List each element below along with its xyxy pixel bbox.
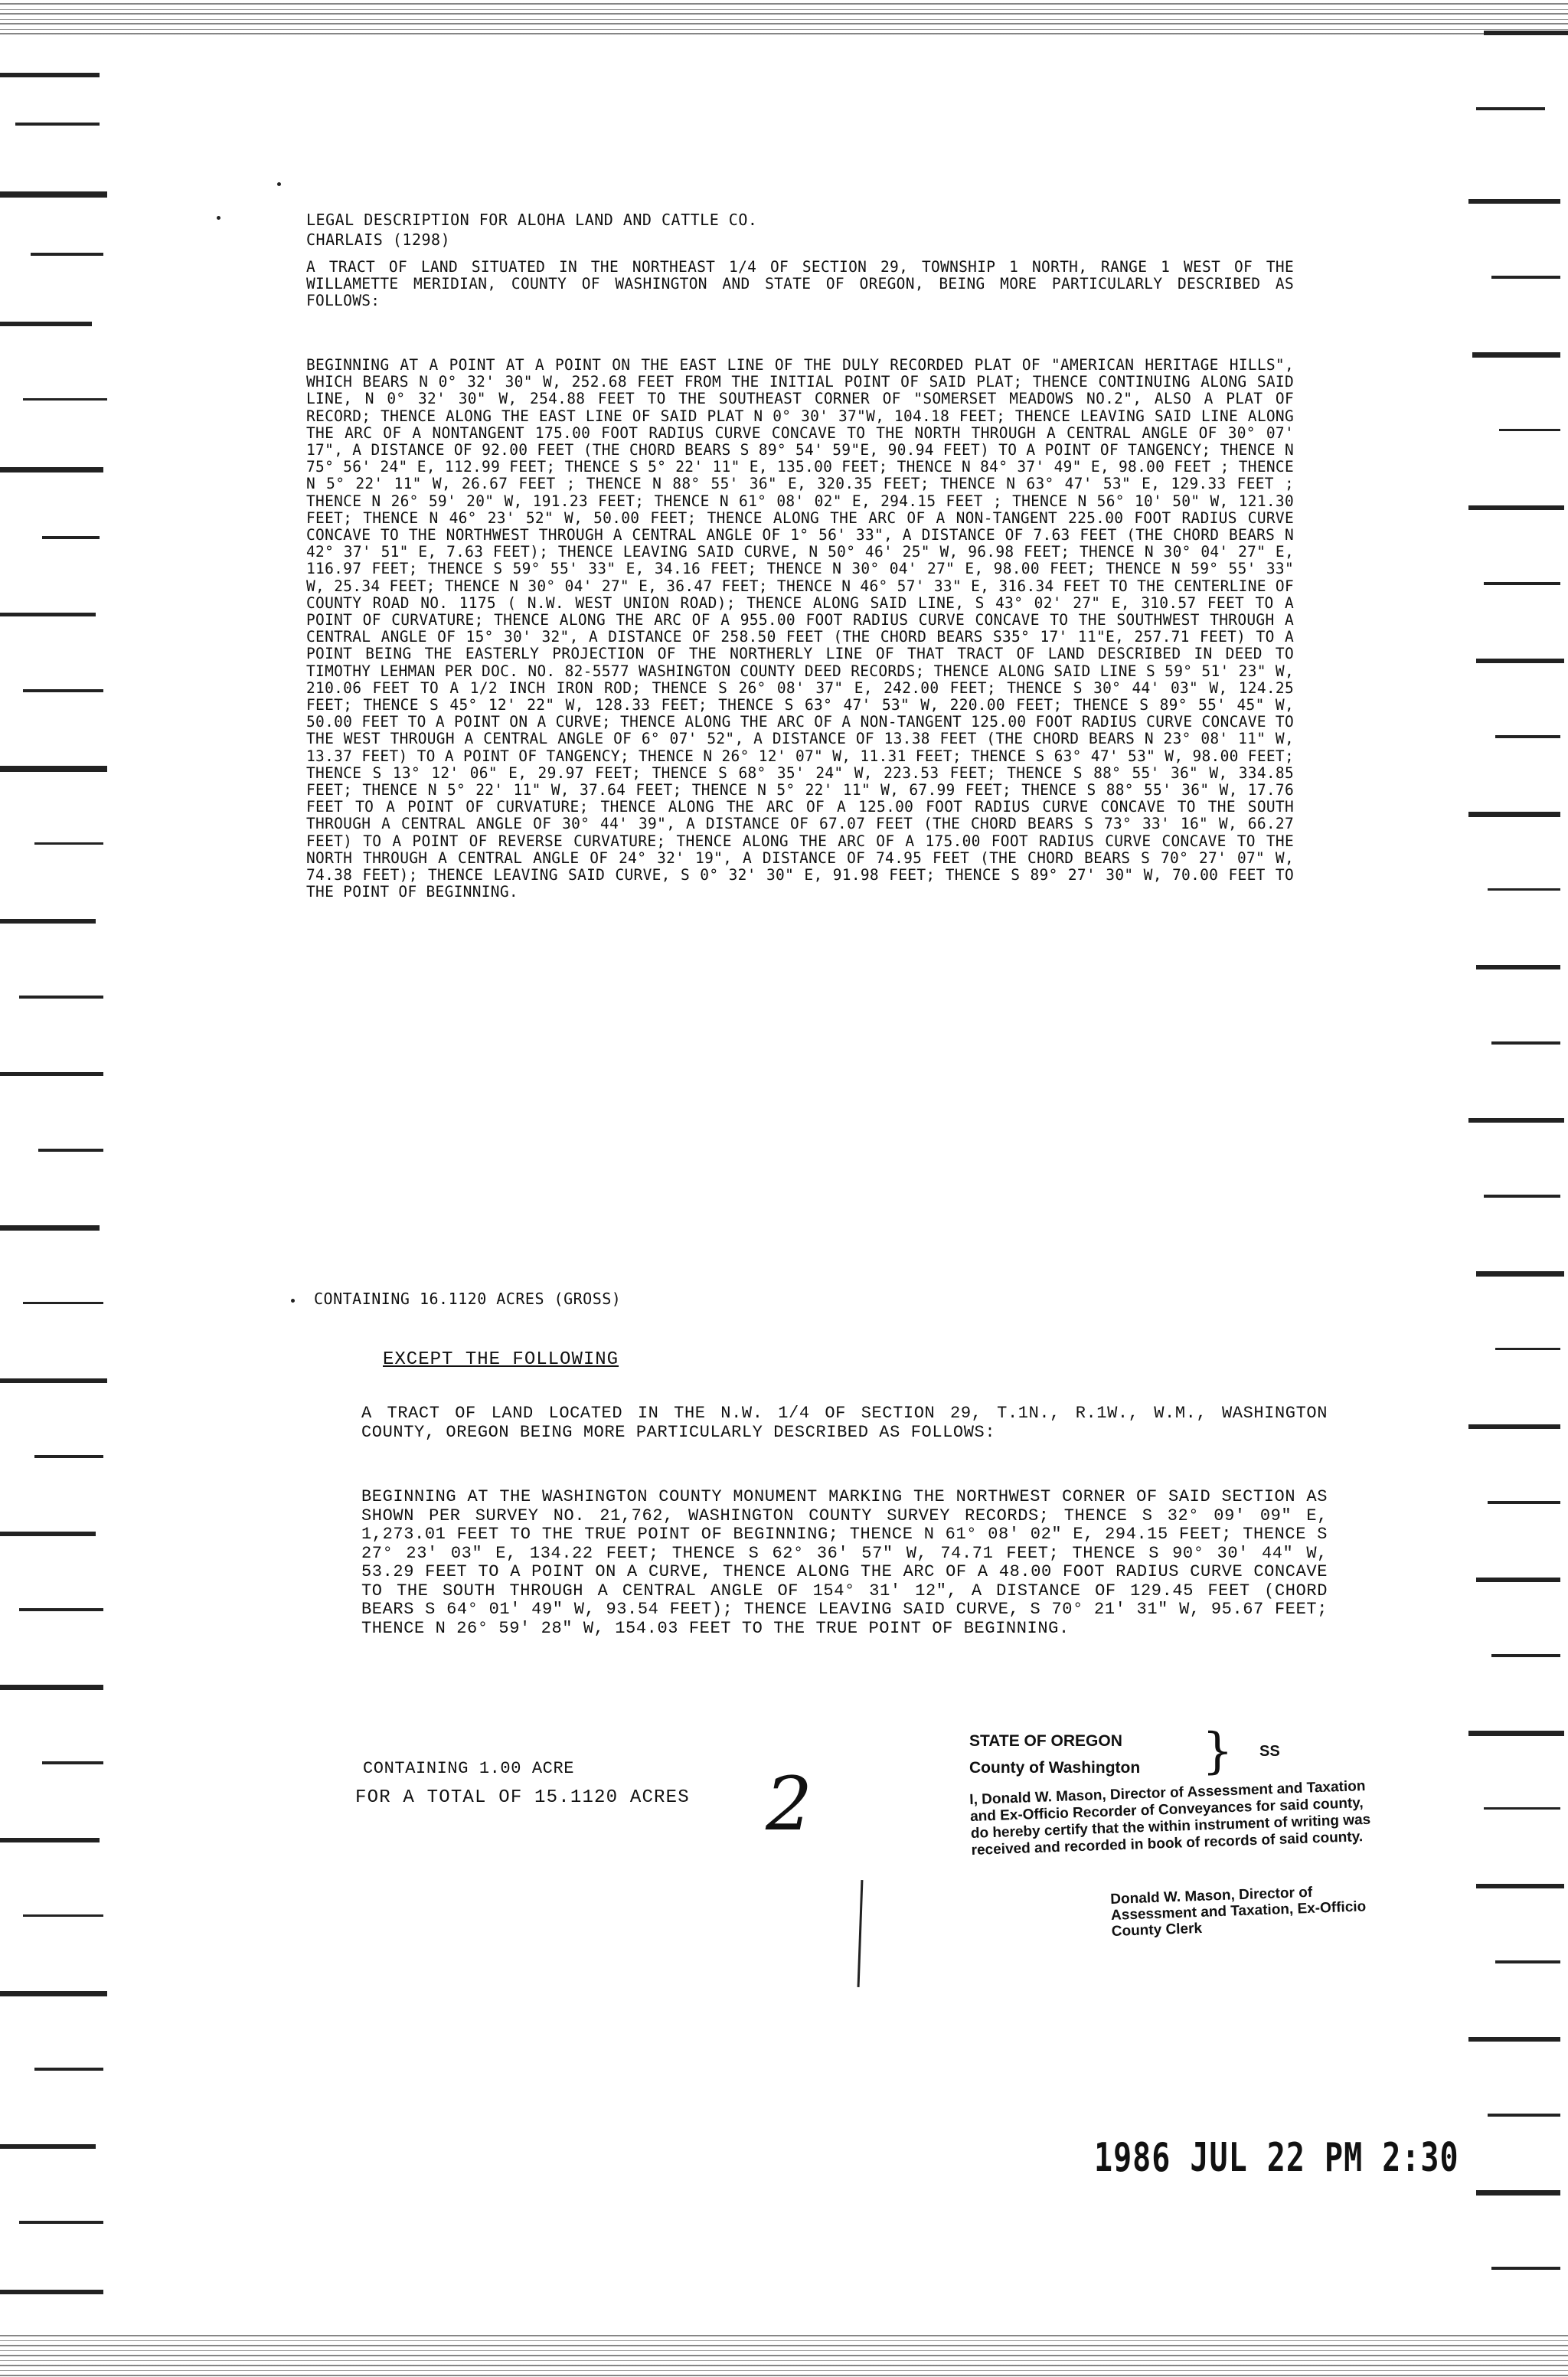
legal-description-paragraph: BEGINNING AT A POINT AT A POINT ON THE EAST LINE OF THE DULY RECORDED PLAT OF "AMERICAN HERITAGE HILLS", WHICH BEARS N 0° 32' 30" W, 252.68 FEET FROM THE INITIAL POINT OF SAID PLAT; THENCE CONTINUING ALONG SAID LINE, N 0° 32' 30" W, 254.88 FEET TO THE SOUTHEAST CORNER OF "SOMERSET MEADOWS NO.2", ALSO A PLAT OF RECORD; THENCE ALONG THE EAST LINE OF SAID PLAT N 0° 30' 37"W, 104.18 FEET; THENCE LEAVING SAID LINE ALONG THE ARC OF A NONTANGENT 175.00 FOOT RADIUS CURVE CONCAVE TO THE NORTH THROUGH A CENTRAL ANGLE OF 30° 07' 17", A DISTANCE OF 92.00 FEET (THE CHORD BEARS S 89° 54' 59"E, 90.94 FEET) TO A POINT OF TANGENCY; THENCE N 75° 56' 24" E, 112.99 FEET; THENCE S 5° 22' 11" E, 135.00 FEET; THENCE N 84° 37' 49" E, 98.00 FEET ; THENCE N 5° 22' 11" W, 26.67 FEET ; THENCE N 88° 55' 36" E, 320.35 FEET; THENCE N 63° 47' 53" E, 129.33 FEET ; THENCE N 26° 59' 20" W, 191.23 FEET; THENCE N 61° 08' 02" E, 294.15 FEET ; THENCE N 56° 10' 50" W, 121.30 FEET; THENCE N 46° 23' 52" W, 50.00 FEET; THENCE ALONG THE ARC OF A NON-TANGENT 225.00 FOOT RADIUS CURVE CONCAVE TO THE NORTHWEST THROUGH A CENTRAL ANGLE OF 1° 56' 33", A DISTANCE OF 7.63 FEET (THE CHORD BEARS N 42° 37' 51" E, 7.63 FEET); THENCE LEAVING SAID CURVE, N 50° 46' 25" W, 96.98 FEET; THENCE N 30° 04' 27" E, 116.97 FEET; THENCE S 59° 55' 33" E, 34.16 FEET; THENCE N 30° 04' 27" E, 98.00 FEET; THENCE N 59° 55' 33" W, 25.34 FEET; THENCE N 30° 04' 27" E, 36.47 FEET; THENCE N 46° 57' 33" E, 316.34 FEET TO THE CENTERLINE OF COUNTY ROAD NO. 1175 ( N.W. WEST UNION ROAD); THENCE ALONG SAID LINE, S 43° 02' 27" E, 310.57 FEET TO A POINT OF CURVATURE; THENCE ALONG THE ARC OF A 955.00 FOOT RADIUS CURVE CONCAVE TO THE SOUTHWEST THROUGH A CENTRAL ANGLE OF 15° 30' 32", A DISTANCE OF 258.50 FEET (THE CHORD BEARS S35° 17' 11"E, 257.71 FEET) TO A POINT BEING THE EASTERLY PROJECTION OF THE NORTHERLY LINE OF THAT TRACT OF LAND DESCRIBED IN DEED TO TIMOTHY LEHMAN PER DOC. NO. 82-5577 WASHINGTON COUNTY DEED RECORDS; THENCE ALONG SAID LINE S 59° 51' 23" W, 210.06 FEET TO A 1/2 INCH IRON ROD; THENCE S 26° 08' 37" E, 242.00 FEET; THENCE S 30° 44' 03" W, 124.25 FEET; THENCE S 45° 12' 22" W, 128.33 FEET; THENCE S 63° 47' 53" W, 220.00 FEET; THENCE S 89° 55' 45" W, 50.00 FEET TO A POINT ON A CURVE; THENCE ALONG THE ARC OF A NON-TANGENT 125.00 FOOT RADIUS CURVE CONCAVE TO THE WEST THROUGH A CENTRAL ANGLE OF 6° 07' 52", A DISTANCE OF 13.38 FEET (THE CHORD BEARS N 23° 08' 11" W, 13.37 FEET) TO A POINT OF TANGENCY; THENCE N 26° 12' 07" W, 11.31 FEET; THENCE S 63° 47' 53" W, 98.00 FEET; THENCE S 13° 12' 06" E, 29.97 FEET; THENCE S 68° 35' 24" W, 223.53 FEET; THENCE S 88° 55' 36" W, 334.85 FEET; THENCE N 5° 22' 11" W, 37.64 FEET; THENCE N 5° 22' 11" W, 67.99 FEET; THENCE S 88° 55' 36" W, 17.76 FEET TO A POINT OF CURVATURE; THENCE ALONG THE ARC OF A 125.00 FOOT RADIUS CURVE CONCAVE TO THE SOUTH THROUGH A CENTRAL ANGLE OF 30° 44' 39", A DISTANCE OF 67.07 FEET (THE CHORD BEARS S 73° 33' 16" W, 66.27 FEET) TO A POINT OF REVERSE CURVATURE; THENCE ALONG THE ARC OF A 175.00 FOOT RADIUS CURVE CONCAVE TO THE NORTH THROUGH A CENTRAL ANGLE OF 24° 32' 19", A DISTANCE OF 74.95 FEET (THE CHORD BEARS S 70° 27' 07" W, 74.38 FEET); THENCE LEAVING SAID CURVE, S 0° 32' 30" E, 91.98 FEET; THENCE S 89° 27' 30" W, 70.00 FEET TO THE POINT OF BEGINNING.: [306, 356, 1294, 901]
scan-artifact-top: [0, 0, 1568, 37]
recorder-ss: SS: [1259, 1743, 1280, 1760]
recorder-certificate: I, Donald W. Mason, Director of Assessment and Taxation and Ex-Officio Recorder of Conveyances for said county, do hereby certify that the within instrument of writing was received and recorded in book of records of said county.: [969, 1777, 1371, 1859]
scan-speck: [291, 1299, 295, 1303]
scan-artifact-left: [0, 0, 115, 2377]
brace-icon: }: [1202, 1723, 1233, 1780]
document-subtitle: CHARLAIS (1298): [306, 231, 451, 249]
exception-intro-paragraph: A TRACT OF LAND LOCATED IN THE N.W. 1/4 OF SECTION 29, T.1N., R.1W., W.M., WASHINGTON COUNTY, OREGON BEING MORE PARTICULARLY DESCRIBED AS FOLLOWS:: [361, 1404, 1328, 1442]
recorder-county: County of Washington: [969, 1759, 1141, 1777]
scan-artifact-right: [1468, 0, 1568, 2377]
exception-title: EXCEPT THE FOLLOWING: [383, 1349, 619, 1370]
scan-speck: [217, 216, 220, 220]
handwritten-mark: [858, 1880, 864, 1987]
total-acres: FOR A TOTAL OF 15.1120 ACRES: [355, 1787, 690, 1808]
exception-description-paragraph: BEGINNING AT THE WASHINGTON COUNTY MONUMENT MARKING THE NORTHWEST CORNER OF SAID SECTION AS SHOWN PER SURVEY NO. 21,762, WASHINGTON COUNTY SURVEY RECORDS; THENCE S 32° 09' 09" E, 1,273.01 FEET TO THE TRUE POINT OF BEGINNING; THENCE N 61° 08' 02" E, 294.15 FEET; THENCE S 27° 23' 03" E, 134.22 FEET; THENCE S 62° 36' 57" W, 74.71 FEET; THENCE S 90° 30' 44" W, 53.29 FEET TO A POINT ON A CURVE, THENCE ALONG THE ARC OF A 48.00 FOOT RADIUS CURVE CONCAVE TO THE SOUTH THROUGH A CENTRAL ANGLE OF 154° 31' 12", A DISTANCE OF 129.45 FEET (CHORD BEARS S 64° 01' 49" W, 93.54 FEET); THENCE LEAVING SAID CURVE, S 70° 21' 31" W, 95.67 FEET; THENCE N 26° 59' 28" W, 154.03 FEET TO THE TRUE POINT OF BEGINNING.: [361, 1487, 1328, 1638]
scan-speck: [277, 182, 281, 186]
exception-containing: CONTAINING 1.00 ACRE: [363, 1759, 575, 1778]
recorder-signature-block: Donald W. Mason, Director of Assessment and Taxation, Ex-Officio County Clerk: [1110, 1884, 1367, 1940]
handwritten-page-number: 2: [766, 1761, 813, 1847]
containing-acres: CONTAINING 16.1120 ACRES (GROSS): [314, 1290, 622, 1308]
scan-artifact-bottom: [0, 2331, 1568, 2377]
intro-paragraph: A TRACT OF LAND SITUATED IN THE NORTHEAST 1/4 OF SECTION 29, TOWNSHIP 1 NORTH, RANGE 1 WEST OF THE WILLAMETTE MERIDIAN, COUNTY OF WASHINGTON AND STATE OF OREGON, BEING MORE PARTICULARLY DESCRIBED AS FOLLOWS:: [306, 258, 1294, 310]
document-title: LEGAL DESCRIPTION FOR ALOHA LAND AND CATTLE CO.: [306, 211, 758, 229]
recording-date-stamp: 1986 JUL 22 PM 2:30: [1094, 2135, 1459, 2181]
recorder-state: STATE OF OREGON: [969, 1732, 1122, 1750]
